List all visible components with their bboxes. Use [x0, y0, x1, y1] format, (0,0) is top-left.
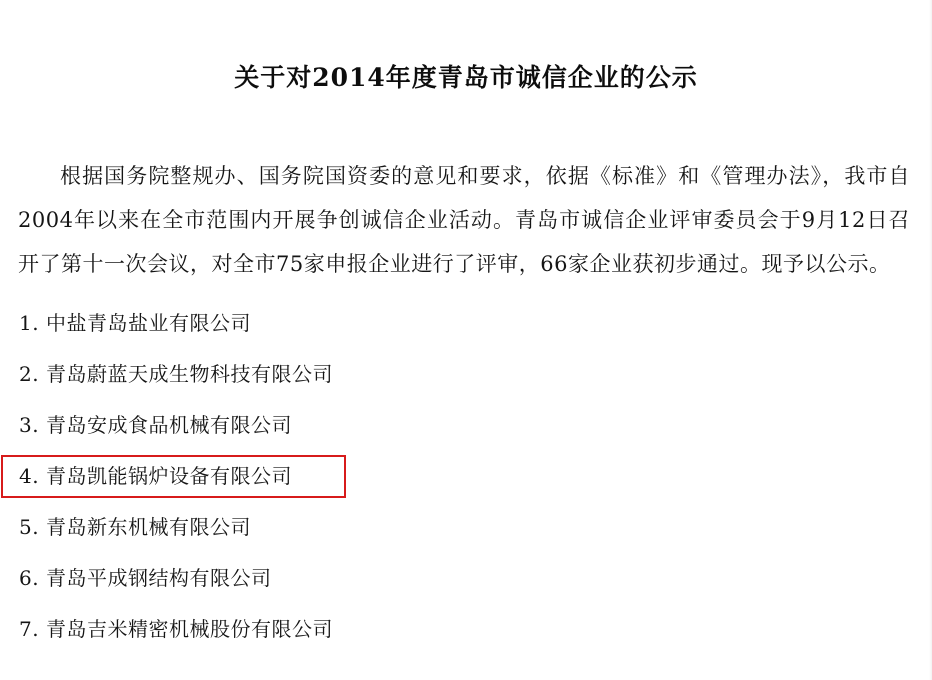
highlight-wrapper [19, 451, 910, 502]
list-item [18, 400, 910, 451]
list-item-label: 5. 青岛新东机械有限公司 [19, 515, 251, 539]
list-item [18, 604, 910, 655]
list-item-highlighted [18, 451, 910, 502]
list-item-label: 1. 中盐青岛盐业有限公司 [19, 311, 251, 335]
document-body [0, 94, 932, 655]
page-title: 关于对2014年度青岛市诚信企业的公示 [234, 63, 698, 92]
list-item [18, 349, 910, 400]
list-item-label: 7. 青岛吉米精密机械股份有限公司 [19, 617, 333, 641]
company-list [18, 286, 910, 655]
list-item-label: 6. 青岛平成钢结构有限公司 [19, 566, 272, 590]
list-item-label: 2. 青岛蔚蓝天成生物科技有限公司 [19, 362, 333, 386]
intro-paragraph: 根据国务院整规办、国务院国资委的意见和要求，依据《标准》和《管理办法》，我市自2004年以来在全市范围内开展争创诚信企业活动。青岛市诚信企业评审委员会于9月12日召开了第十一次会议，对全市75家申报企业进行了评审，66家企业获初步通过。现予以公示。 [18, 164, 910, 276]
list-item [18, 298, 910, 349]
list-item-label: 4. 青岛凯能锅炉设备有限公司 [19, 464, 292, 488]
list-item-label: 3. 青岛安成食品机械有限公司 [19, 413, 292, 437]
page-bottom-fade [0, 666, 932, 680]
list-item [18, 502, 910, 553]
list-item [18, 553, 910, 604]
